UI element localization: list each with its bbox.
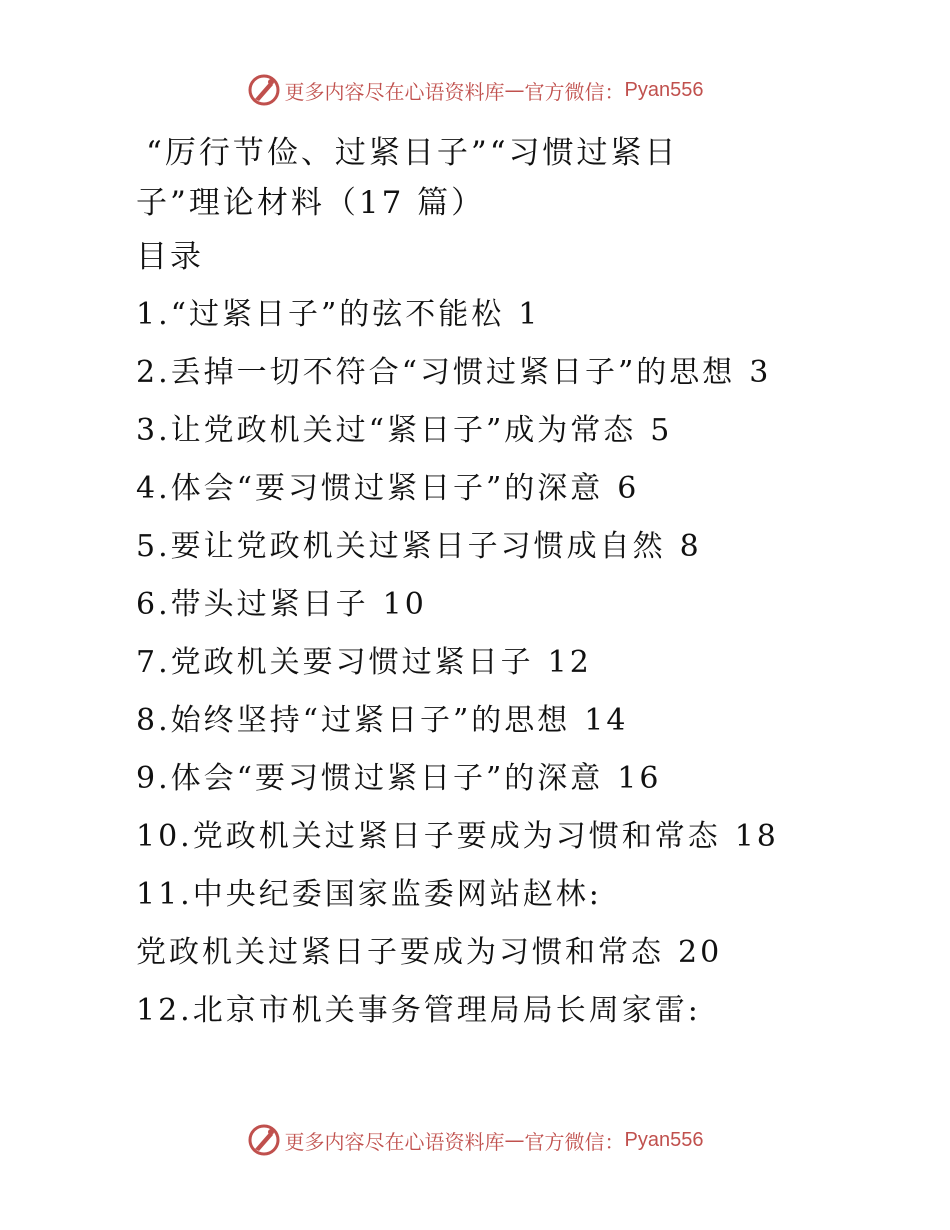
toc-list xyxy=(136,286,916,1040)
toc-item[interactable] xyxy=(136,982,916,1040)
toc-item-page: 10 xyxy=(382,587,427,622)
toc-item[interactable] xyxy=(136,692,916,750)
toc-item-text: 8.始终坚持“过紧日子”的思想 xyxy=(136,703,571,738)
document-body xyxy=(136,128,916,1040)
quill-logo-icon xyxy=(247,73,281,107)
toc-item[interactable] xyxy=(136,924,916,982)
toc-item-page: 8 xyxy=(679,529,702,564)
toc-heading: 目录 xyxy=(136,239,204,275)
toc-item-page: 16 xyxy=(617,761,662,796)
toc-item-page: 18 xyxy=(734,819,779,854)
toc-item-text: 12.北京市机关事务管理局局长周家雷: xyxy=(136,993,701,1028)
toc-item[interactable] xyxy=(136,750,916,808)
toc-item[interactable] xyxy=(136,286,916,344)
banner-brand: 更多内容尽在心语资料库 xyxy=(284,1129,505,1154)
toc-item-text: 6.带头过紧日子 xyxy=(136,587,369,622)
toc-item-text: 1.“过紧日子”的弦不能松 xyxy=(136,297,505,332)
toc-item-text: 9.体会“要习惯过紧日子”的深意 xyxy=(136,761,604,796)
toc-item[interactable] xyxy=(136,634,916,692)
toc-item-page: 1 xyxy=(518,297,541,332)
banner-wechat-code: Pyan556 xyxy=(624,78,704,101)
banner-wechat-label: 官方微信： xyxy=(524,79,625,104)
doc-title-line-1: “厉行节俭、过紧日子”“习惯过紧日 xyxy=(146,135,679,171)
toc-item-text: 党政机关过紧日子要成为习惯和常态 xyxy=(136,935,664,970)
doc-title-line-2: 子”理论材料（17 篇） xyxy=(136,185,486,221)
toc-item[interactable] xyxy=(136,866,916,924)
toc-item-page: 6 xyxy=(617,471,640,506)
toc-item-page: 12 xyxy=(547,645,592,680)
toc-item[interactable] xyxy=(136,460,916,518)
toc-item-page: 5 xyxy=(650,413,673,448)
banner-brand: 更多内容尽在心语资料库 xyxy=(284,79,505,104)
banner-separator: — xyxy=(504,1128,525,1152)
toc-item[interactable] xyxy=(136,344,916,402)
toc-item[interactable] xyxy=(136,402,916,460)
banner-wechat-label: 官方微信： xyxy=(524,1129,625,1154)
toc-item-page: 20 xyxy=(678,935,723,970)
toc-item-text: 2.丢掉一切不符合“习惯过紧日子”的思想 xyxy=(136,355,736,390)
banner-wechat-code: Pyan556 xyxy=(624,1128,704,1151)
toc-item-text: 3.让党政机关过“紧日子”成为常态 xyxy=(136,413,637,448)
toc-item-page: 3 xyxy=(749,355,772,390)
toc-item-text: 7.党政机关要习惯过紧日子 xyxy=(136,645,534,680)
toc-item[interactable] xyxy=(136,576,916,634)
toc-item-text: 5.要让党政机关过紧日子习惯成自然 xyxy=(136,529,666,564)
header-banner xyxy=(0,70,950,110)
toc-item[interactable] xyxy=(136,808,916,866)
toc-item-page: 14 xyxy=(584,703,629,738)
footer-banner xyxy=(0,1120,950,1160)
toc-item[interactable] xyxy=(136,518,916,576)
quill-logo-icon xyxy=(247,1123,281,1157)
toc-item-text: 10.党政机关过紧日子要成为习惯和常态 xyxy=(136,819,721,854)
banner-separator: — xyxy=(504,78,525,102)
toc-item-text: 11.中央纪委国家监委网站赵林: xyxy=(136,877,602,912)
toc-item-text: 4.体会“要习惯过紧日子”的深意 xyxy=(136,471,604,506)
